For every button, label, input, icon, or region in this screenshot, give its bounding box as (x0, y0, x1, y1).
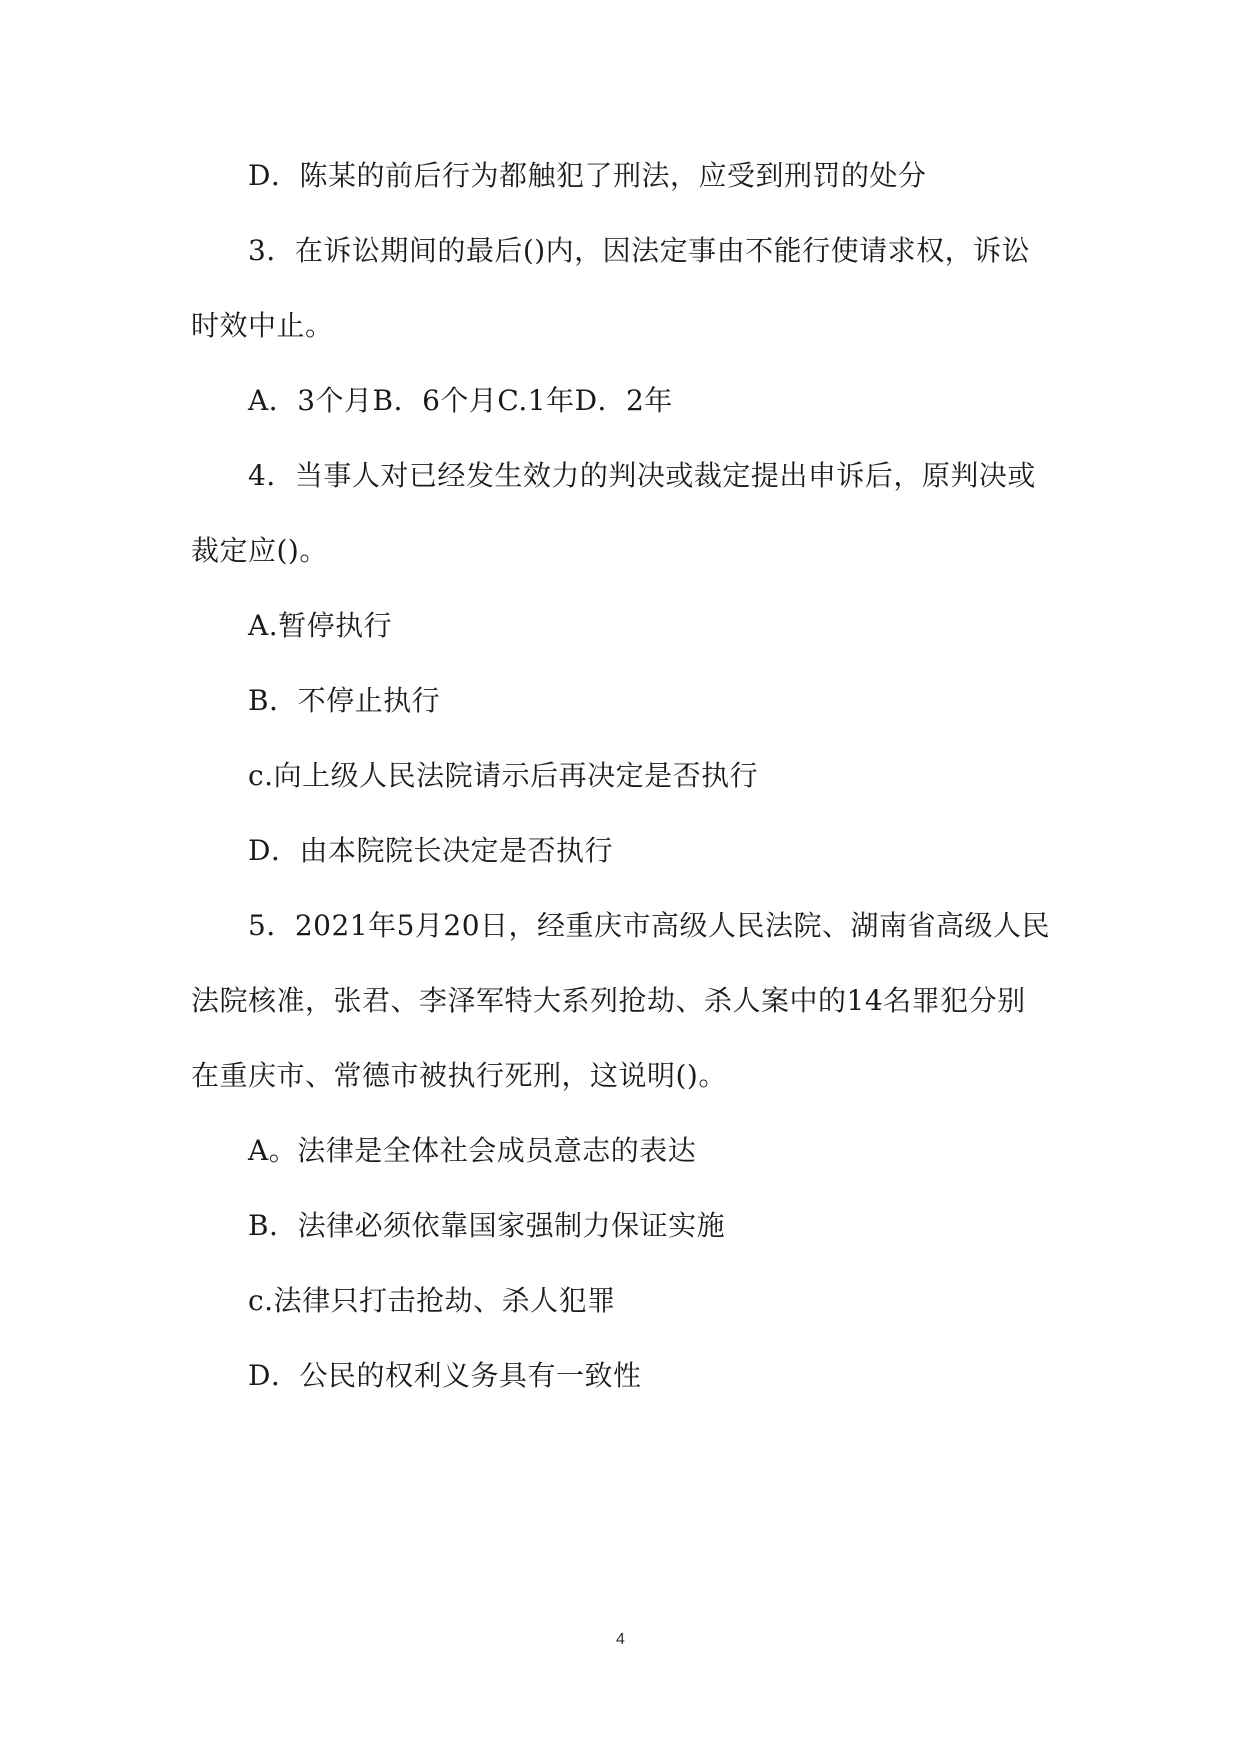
option-line: B．不停止执行 (248, 684, 441, 717)
question-continuation-line: 法院核准，张君、李泽军特大系列抢劫、杀人案中的14名罪犯分别 (191, 984, 1026, 1017)
option-line: D．公民的权利义务具有一致性 (248, 1359, 642, 1392)
question-continuation-line: 在重庆市、常德市被执行死刑，这说明()。 (191, 1059, 727, 1092)
option-line: c.法律只打击抢劫、杀人犯罪 (248, 1284, 616, 1317)
option-line: B．法律必须依靠国家强制力保证实施 (248, 1209, 726, 1242)
question-line: 3．在诉讼期间的最后()内，因法定事由不能行使请求权，诉讼 (248, 234, 1031, 267)
option-line: A。法律是全体社会成员意志的表达 (248, 1134, 697, 1167)
option-line: D．由本院院长决定是否执行 (248, 834, 613, 867)
question-line: 5．2021年5月20日，经重庆市高级人民法院、湖南省高级人民 (248, 909, 1051, 942)
question-continuation-line: 裁定应()。 (191, 534, 328, 567)
question-continuation-line: 时效中止。 (191, 309, 334, 342)
option-line: c.向上级人民法院请示后再决定是否执行 (248, 759, 759, 792)
page-number: 4 (616, 1631, 625, 1648)
option-line: D．陈某的前后行为都触犯了刑法，应受到刑罚的处分 (248, 159, 927, 192)
option-line: A．3个月B．6个月C.1年D．2年 (248, 384, 673, 417)
option-line: A.暂停执行 (248, 609, 393, 642)
question-line: 4．当事人对已经发生效力的判决或裁定提出申诉后，原判决或 (248, 459, 1036, 492)
